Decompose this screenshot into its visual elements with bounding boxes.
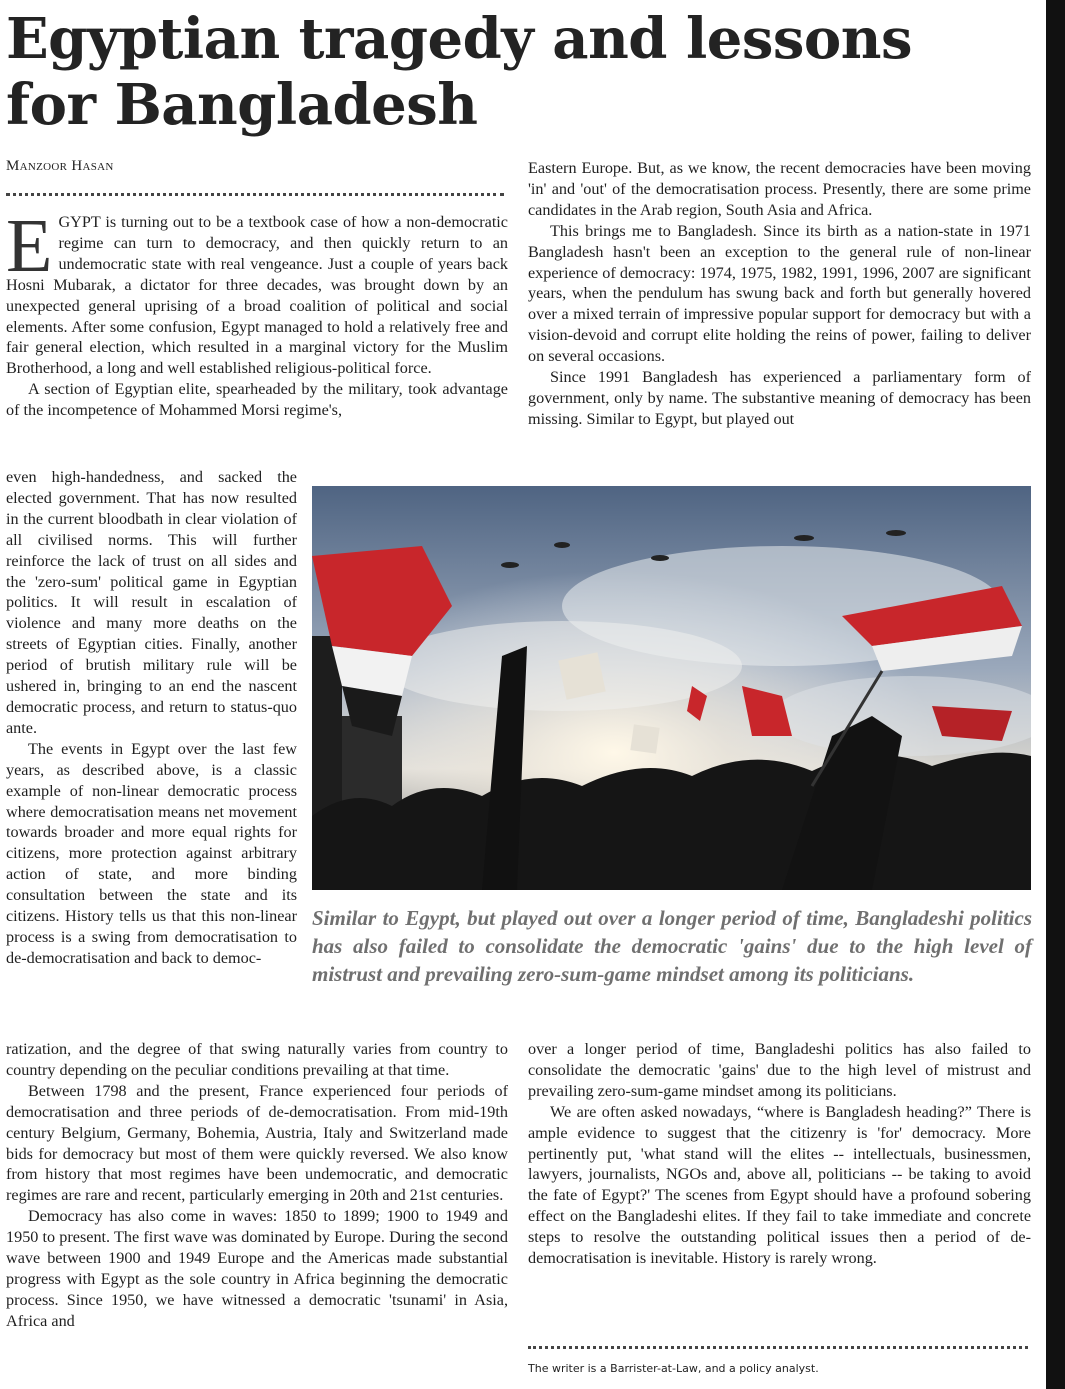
- footnote-divider: [528, 1346, 1028, 1349]
- paragraph-4: Between 1798 and the present, France experienced four periods of democratisation and three periods of de-democratisation. From mid-19th century Belgium, Germany, Bohemia, Austria, Italy and Switzerland made bids for democracy but most of them were quickly reversed. We also know from history that most regimes have been undemocratic, and democratic regimes are rare and recent, particularly emerging in 20th and 21st centuries.: [6, 1081, 508, 1205]
- footnote: The writer is a Barrister-at-Law, and a policy analyst.: [528, 1362, 819, 1375]
- byline: Manzoor Hasan: [6, 158, 114, 174]
- paragraph-7-start: Since 1991 Bangladesh has experienced a parliamentary form of government, only by name. The substantive meaning of democracy has been missing. Similar to Egypt, but played out: [528, 368, 1031, 428]
- paragraph-2-cont: even high-handedness, and sacked the elected government. That has now resulted in the current bloodbath in clear violation of all civilised norms. This will further reinforce the lack of trust on all sides and the 'zero-sum' political game in Egyptian politics. It will result in escalation of violence and many more deaths on the streets of Egyptian cities. Finally, another period of brutish military rule will be ushered in, bringing to an end the nascent democratic process, and return to status-quo ante.: [6, 468, 297, 737]
- paragraph-1: [6, 204, 508, 379]
- paragraph-3-cont: ratization, and the degree of that swing naturally varies from country to country depending on the peculiar conditions prevailing at that time.: [6, 1040, 508, 1079]
- paragraph-3-start: The events in Egypt over the last few years, as described above, is a classic example of non-linear democratic process where democratisation means net movement towards broader and more equal rights for citizens, more protection against arbitrary action of state, and more binding consultation between the state and its citizens. History tells us that this non-linear process is a swing from democratisation to de-democratisation and back to democ-: [6, 739, 297, 967]
- headline: Egyptian tragedy and lessons for Bangladesh: [6, 6, 913, 138]
- page-edge-bar: [1046, 0, 1065, 1389]
- pull-quote: Similar to Egypt, but played out over a longer period of time, Bangladeshi politics has also failed to consolidate the democratic 'gains' due to the high level of mistrust and prevailing zero-sum-game mindset among its politicians.: [312, 906, 1032, 986]
- column-1-narrow: [6, 467, 297, 969]
- protest-photo-illustration: [312, 486, 1031, 890]
- paragraph-2-start: A section of Egyptian elite, spearheaded by the military, took advantage of the incompetence of Mohammed Morsi regime's,: [6, 380, 508, 420]
- column-2-bottom: [528, 1039, 1031, 1269]
- paragraph-7-cont: over a longer period of time, Bangladeshi politics has also failed to consolidate the democratic 'gains' due to the high level of mistrust and prevailing zero-sum-game mindset among its politicians.: [528, 1040, 1031, 1100]
- protest-photo: [312, 486, 1031, 890]
- column-2-top: [528, 158, 1031, 430]
- column-1-bottom: [6, 1039, 508, 1332]
- paragraph-6: This brings me to Bangladesh. Since its birth as a nation-state in 1971 Bangladesh hasn't been an exception to the general rule of non-linear experience of democracy: 1974, 1975, 1982, 1991, 1996, 2007 are significant years, when the pendulum has swung back and forth but generally hovered over a mixed terrain of impressive popular support for democracy but with a vision-devoid and corrupt elite holding the reins of power, failing to deliver on several occasions.: [528, 221, 1031, 366]
- byline-divider: [6, 193, 504, 196]
- paragraph-1-text: GYPT is turning out to be a textbook case of how a non-democratic regime can turn to democracy, and then quickly return to an undemocratic state with real vengeance. Just a couple of years back Hosni Mubarak, a dictator for three decades, was brought down by an unexpected general uprising of a broad coalition of political and social elements. After some confusion, Egypt managed to hold a relatively free and fair general election, which resulted in a marginal victory for the Muslim Brotherhood, a long and well established religious-political force.: [6, 213, 508, 378]
- drop-cap: E: [6, 204, 53, 288]
- paragraph-8: We are often asked nowadays, “where is Bangladesh heading?” There is ample evidence to suggest that the citizenry is 'for' democracy. More pertinently put, 'what stand will the elites -- intellectuals, businessmen, lawyers, journalists, NGOs and, above all, politicians -- be taking to avoid the fate of Egypt?' The scenes from Egypt should have a profound sobering effect on the Bangladeshi elites. If they fail to take immediate and concrete steps to resolve the outstanding political issues then a period of de-democratisation is inevitable. History is rarely wrong.: [528, 1102, 1031, 1268]
- paragraph-5-cont: Eastern Europe. But, as we know, the recent democracies have been moving 'in' and 'out' of the democratisation process. Presently, there are some prime candidates in the Arab region, South Asia and Africa.: [528, 159, 1031, 219]
- paragraph-5: Democracy has also come in waves: 1850 to 1899; 1900 to 1949 and 1950 to present. The first wave was dominated by Europe. During the second wave between 1900 and 1949 Europe and the Americas made substantial progress with Egypt as the sole country in Africa beginning the democratic process. Since 1950, we have witnessed a democratic 'tsunami' in Asia, Africa and: [6, 1207, 508, 1330]
- column-1-top: [6, 204, 508, 421]
